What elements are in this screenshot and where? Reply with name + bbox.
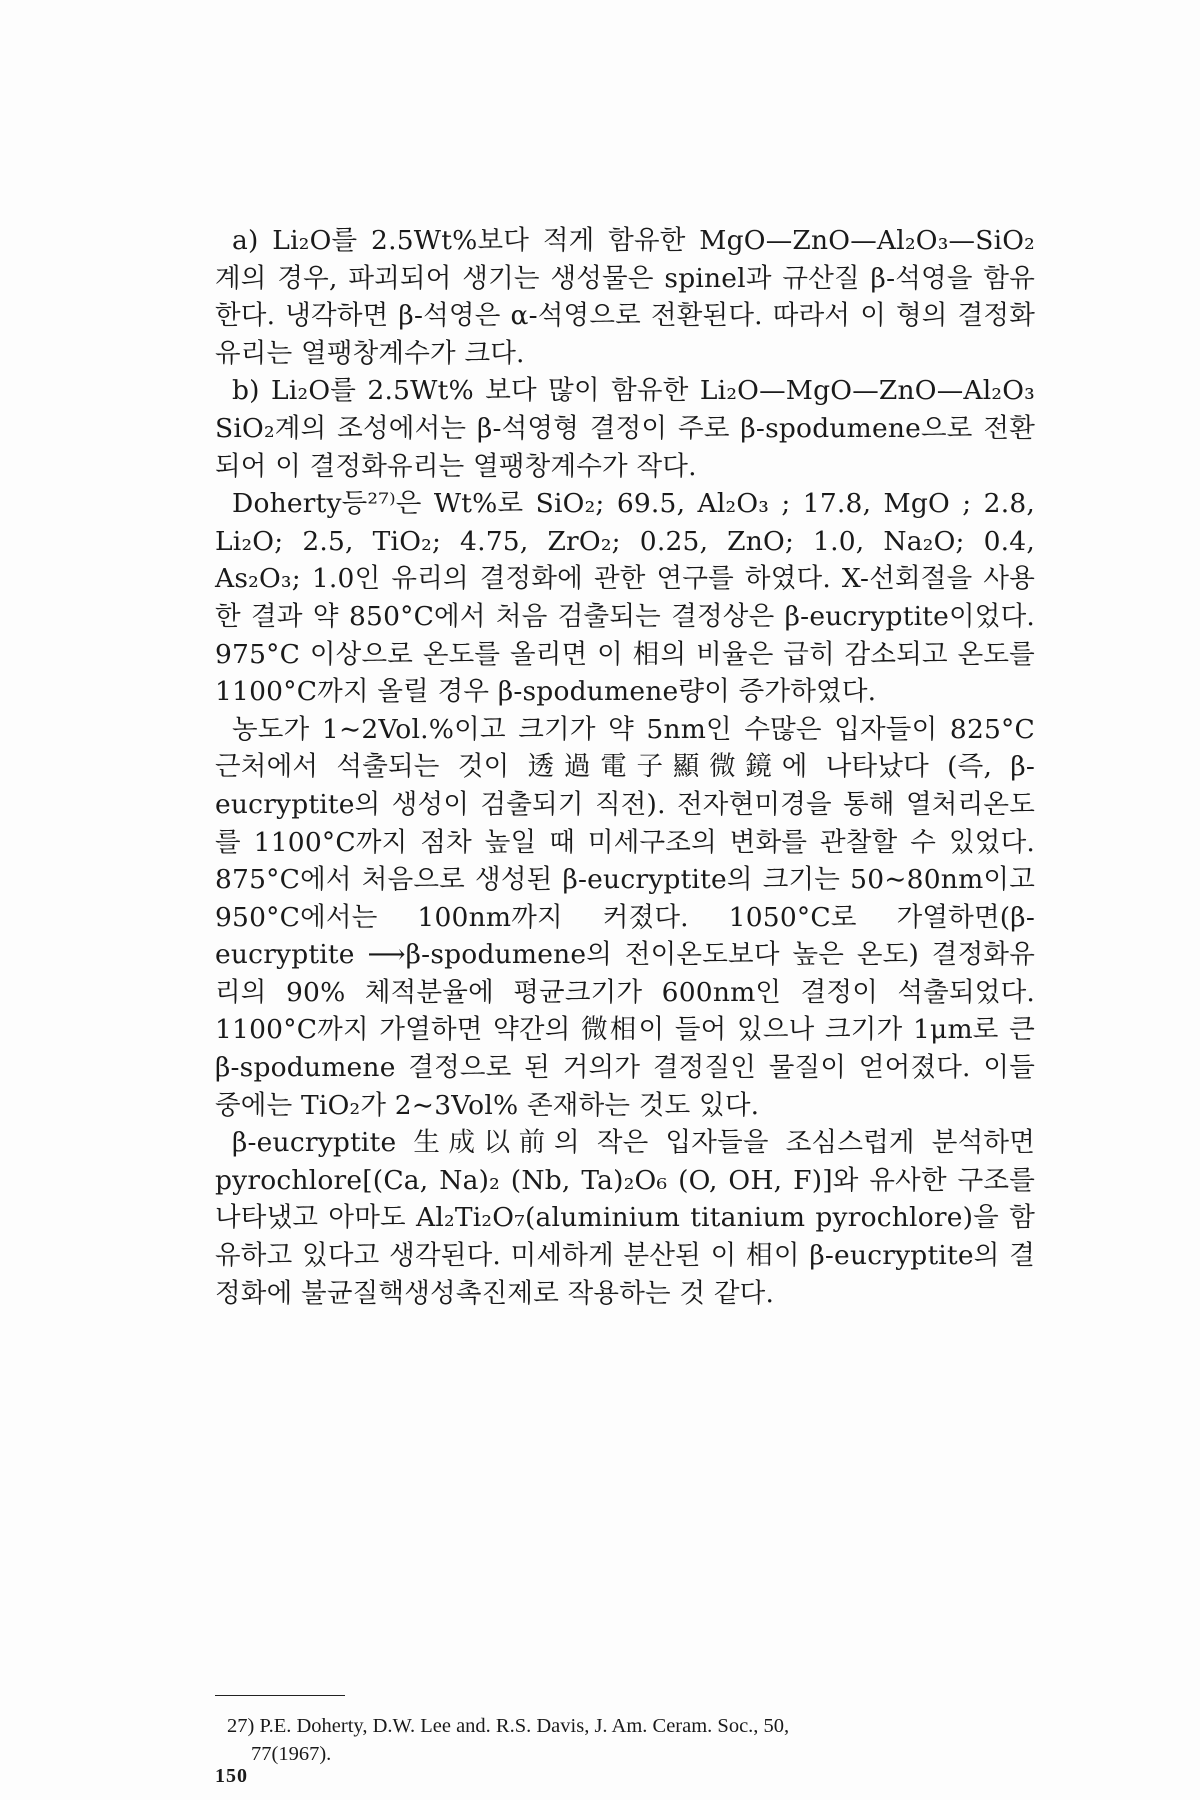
footnote-line-1: 27) P.E. Doherty, D.W. Lee and. R.S. Davis, J. Am. Ceram. Soc., 50, [227, 1715, 790, 1737]
footnote-divider [215, 1695, 345, 1696]
page-number: 150 [215, 1765, 248, 1787]
paragraph-pyrochlore: β-eucryptite 生成以前의 작은 입자들을 조심스럽게 분석하면 pyrochlore[(Ca, Na)₂ (Nb, Ta)₂O₆ (O, OH, F)]와 유사한 구조를 나타냈고 아마도 Al₂Ti₂O₇(aluminium titanium pyrochlore)을 함유하고 있다고 생각된다. 미세하게 분산된 이 相이 β-eucryptite의 결정화에 불균질핵생성촉진제로 작용하는 것 같다. [215, 1127, 1035, 1309]
paragraph-doherty: Doherty등²⁷⁾은 Wt%로 SiO₂; 69.5, Al₂O₃ ; 17.8, MgO ; 2.8, Li₂O; 2.5, TiO₂; 4.75, ZrO₂; 0.25, ZnO; 1.0, Na₂O; 0.4, As₂O₃; 1.0인 유리의 결정화에 관한 연구를 하였다. X-선회절을 사용한 결과 약 850°C에서 처음 검출되는 결정상은 β-eucryptite이었다. 975°C 이상으로 온도를 올리면 이 相의 비율은 급히 감소되고 온도를 1100°C까지 올릴 경우 β-spodumene량이 증가하였다. [215, 488, 1035, 708]
body-text [215, 222, 1035, 1312]
footnote [227, 1712, 1035, 1768]
paragraph-a: a) Li₂O를 2.5Wt%보다 적게 함유한 MgO—ZnO—Al₂O₃—SiO₂ 계의 경우, 파괴되어 생기는 생성물은 spinel과 규산질 β-석영을 함유한다. 냉각하면 β-석영은 α-석영으로 전환된다. 따라서 이 형의 결정화유리는 열팽창계수가 크다. [215, 225, 1035, 369]
paragraph-concentration: 농도가 1∼2Vol.%이고 크기가 약 5nm인 수많은 입자들이 825°C 근처에서 석출되는 것이 透過電子顯微鏡에 나타났다 (즉, β-eucryptite의 생성이 검출되기 직전). 전자현미경을 통해 열처리온도를 1100°C까지 점차 높일 때 미세구조의 변화를 관찰할 수 있었다. 875°C에서 처음으로 생성된 β-eucryptite의 크기는 50∼80nm이고 950°C에서는 100nm까지 커졌다. 1050°C로 가열하면(β-eucryptite ⟶β-spodumene의 전이온도보다 높은 온도) 결정화유리의 90% 체적분율에 평균크기가 600nm인 결정이 석출되었다. 1100°C까지 가열하면 약간의 微相이 들어 있으나 크기가 1μm로 큰 β-spodumene 결정으로 된 거의가 결정질인 물질이 얻어졌다. 이들 중에는 TiO₂가 2∼3Vol% 존재하는 것도 있다. [215, 713, 1035, 1121]
footnote-line-2: 77(1967). [251, 1743, 332, 1765]
paragraph-b: b) Li₂O를 2.5Wt% 보다 많이 함유한 Li₂O—MgO—ZnO—Al₂O₃ SiO₂계의 조성에서는 β-석영형 결정이 주로 β-spodumene으로 전환되어 이 결정화유리는 열팽창계수가 작다. [215, 375, 1035, 482]
